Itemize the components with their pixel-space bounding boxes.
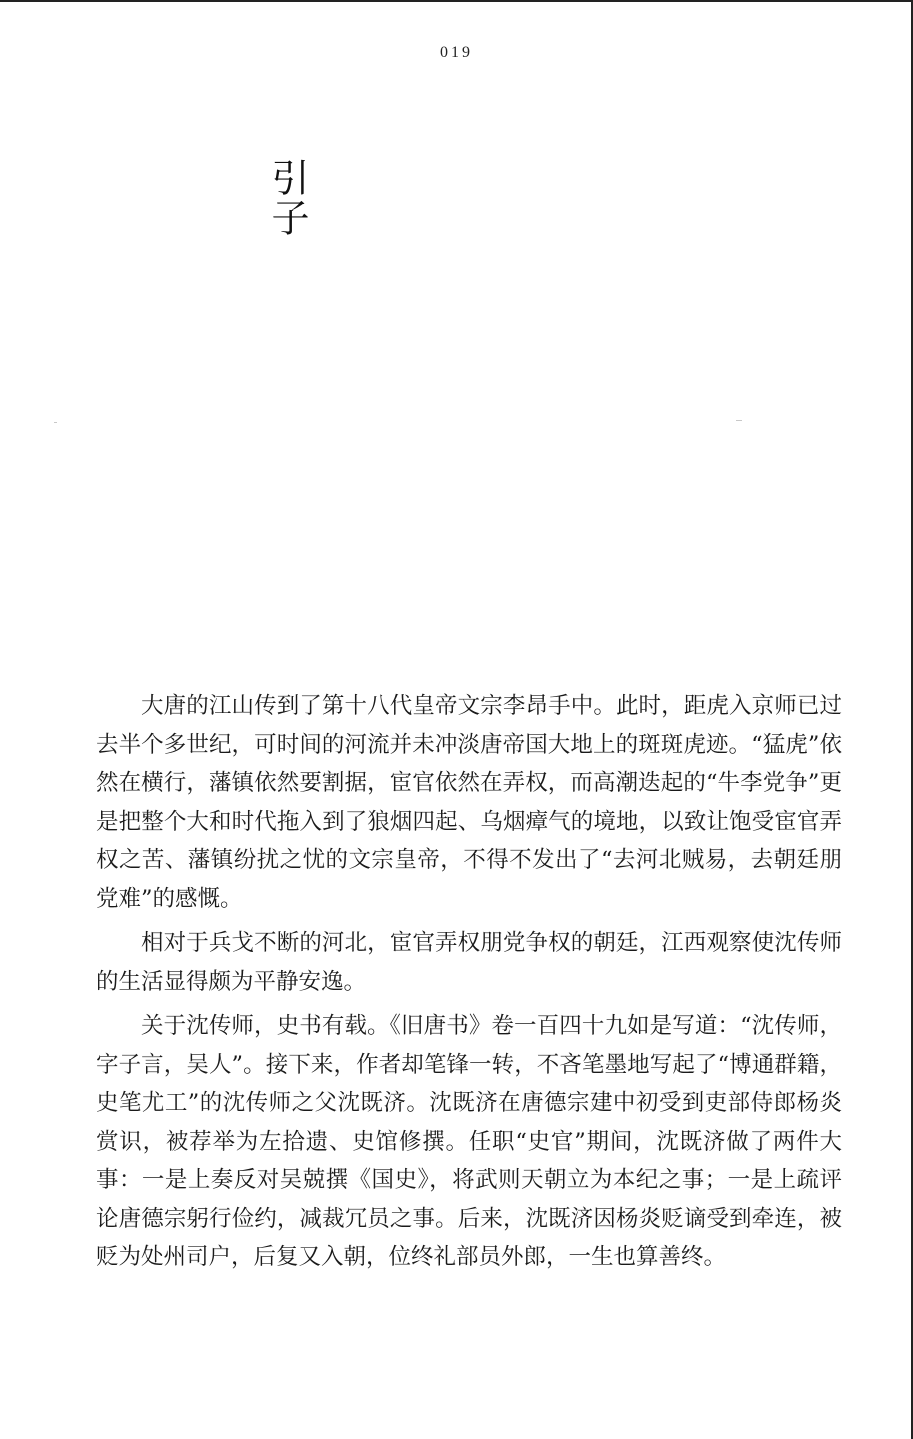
scan-speck xyxy=(54,422,57,423)
chapter-title: 引子 xyxy=(265,158,309,238)
paragraph: 相对于兵戈不断的河北，宦官弄权朋党争权的朝廷，江西观察使沈传师的生活显得颇为平静安逸。 xyxy=(96,930,842,995)
body-text xyxy=(96,687,842,1283)
page-number: 019 xyxy=(440,44,473,61)
paragraph: 关于沈传师，史书有载。《旧唐书》卷一百四十九如是写道：“沈传师，字子言，吴人”。接下来，作者却笔锋一转，不吝笔墨地写起了“博通群籍，史笔尤工”的沈传师之父沈既济。沈既济在唐德宗建中初受到吏部侍郎杨炎赏识，被荐举为左拾遗、史馆修撰。任职“史官”期间，沈既济做了两件大事：一是上奏反对吴兢撰《国史》，将武则天朝立为本纪之事；一是上疏评论唐德宗躬行俭约，减裁冗员之事。后来，沈既济因杨炎贬谪受到牵连，被贬为处州司户，后复又入朝，位终礼部员外郎，一生也算善终。 xyxy=(96,1013,842,1270)
scan-speck xyxy=(736,420,742,421)
paragraph: 大唐的江山传到了第十八代皇帝文宗李昂手中。此时，距虎入京师已过去半个多世纪，可时间的河流并未冲淡唐帝国大地上的斑斑虎迹。“猛虎”依然在横行，藩镇依然要割据，宦官依然在弄权，而高潮迭起的“牛李党争”更是把整个大和时代拖入到了狼烟四起、乌烟瘴气的境地，以致让饱受宦官弄权之苦、藩镇纷扰之忧的文宗皇帝，不得不发出了“去河北贼易，去朝廷朋党难”的感慨。 xyxy=(96,693,842,912)
